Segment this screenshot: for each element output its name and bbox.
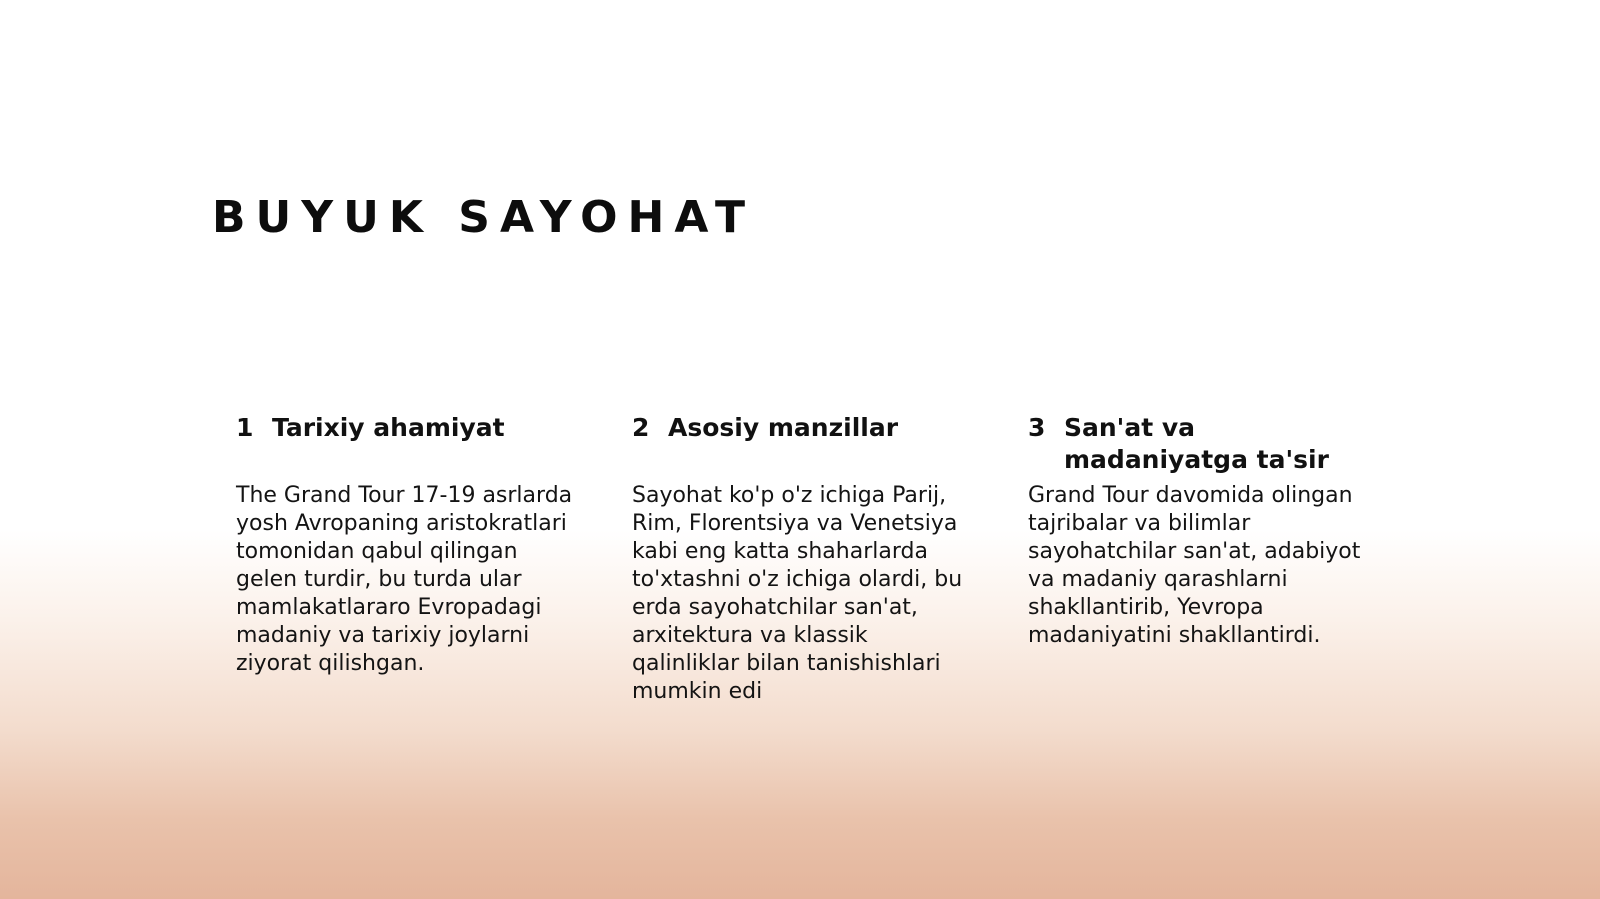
column-body: Sayohat ko'p o'z ichiga Parij, Rim, Florentsiya va Venetsiya kabi eng katta shaharlarda to'xtashni o'z ichiga olardi, bu erda sayohatchilar san'at, arxitektura va klassik qalinliklar bilan tanishishlari mumkin edi [632,483,963,704]
column-heading: Asosiy manzillar [668,413,899,442]
column-header [1028,412,1373,482]
column-heading: San'at va madaniyatga ta'sir [1064,413,1329,474]
column-body: Grand Tour davomida olingan tajribalar va bilimlar sayohatchilar san'at, adabiyot va madaniy qarashlarni shakllantirib, Yevropa madaniyatini shakllantirdi. [1028,483,1361,648]
column-art-culture-impact [1028,412,1373,650]
column-body: The Grand Tour 17-19 asrlarda yosh Avropaning aristokratlari tomonidan qabul qilingan gelen turdir, bu turda ular mamlakatlararo Evropadagi madaniy va tarixiy joylarni ziyorat qilishgan. [236,483,573,676]
column-number: 3 [1028,413,1046,442]
column-header [632,412,977,482]
column-header [236,412,581,482]
slide-title: BUYUK SAYOHAT [212,192,755,243]
column-number: 2 [632,413,650,442]
column-heading: Tarixiy ahamiyat [272,413,505,442]
column-number: 1 [236,413,254,442]
column-main-destinations [632,412,977,706]
column-historical-significance [236,412,581,678]
